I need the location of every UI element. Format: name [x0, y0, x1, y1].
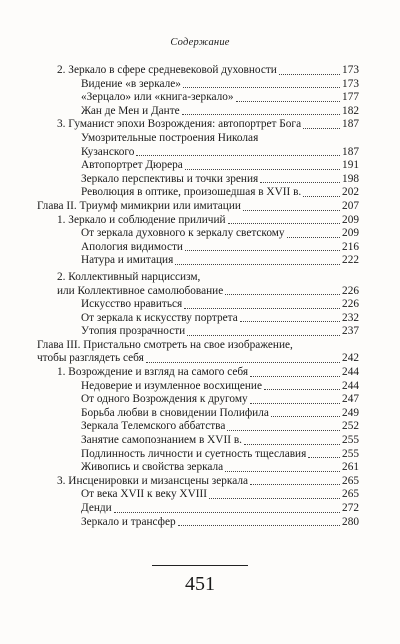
dot-leader — [136, 155, 340, 156]
toc-entry-page: 249 — [342, 406, 359, 419]
dot-leader — [308, 457, 340, 458]
toc-entry-page: 265 — [342, 488, 359, 501]
dot-leader — [303, 128, 340, 129]
toc-entry-title: 1. Возрождение и взгляд на самого себя — [57, 366, 249, 379]
toc-entry-title: Натура и имитация — [81, 254, 174, 267]
toc-entry-page: 198 — [342, 172, 359, 185]
toc-entry-page: 209 — [342, 213, 359, 226]
dot-leader — [184, 308, 340, 309]
dot-leader — [236, 101, 340, 102]
table-of-contents — [37, 64, 359, 529]
toc-entry — [37, 173, 359, 187]
toc-entry — [37, 159, 359, 173]
toc-entry — [37, 407, 359, 421]
toc-entry — [37, 118, 359, 132]
toc-entry-title: От зеркала к искусству портрета — [81, 311, 238, 324]
dot-leader — [227, 430, 340, 431]
toc-entry — [37, 393, 359, 407]
dot-leader — [243, 210, 340, 211]
toc-entry — [37, 64, 359, 78]
toc-entry-title: Глава III. Пристально смотреть на свое изображение, — [37, 338, 293, 351]
toc-entry — [37, 214, 359, 228]
toc-entry — [37, 186, 359, 200]
dot-leader — [209, 498, 340, 499]
dot-leader — [187, 335, 340, 336]
toc-entry-page: 207 — [342, 199, 359, 212]
toc-entry-page: 177 — [342, 91, 359, 104]
toc-entry — [37, 380, 359, 394]
toc-entry-title: или Коллективное самолюбование — [57, 284, 224, 297]
toc-entry-page: 280 — [342, 515, 359, 528]
dot-leader — [260, 182, 340, 183]
toc-entry-title: 2. Коллективный нарциссизм, — [57, 270, 201, 283]
dot-leader — [225, 471, 340, 472]
toc-entry — [37, 146, 359, 160]
toc-entry — [37, 254, 359, 268]
toc-entry-title: чтобы разглядеть себя — [37, 352, 144, 365]
toc-entry — [37, 366, 359, 380]
toc-entry-page: 237 — [342, 325, 359, 338]
toc-entry — [37, 227, 359, 241]
toc-entry-title: От зеркала духовного к зеркалу светскому — [81, 227, 285, 240]
dot-leader — [240, 321, 340, 322]
toc-entry-title: Занятие самопознанием в XVII в. — [81, 434, 242, 447]
toc-entry-page: 247 — [342, 393, 359, 406]
toc-entry-page: 173 — [342, 77, 359, 90]
toc-entry-title: Зеркала Телемского аббатства — [81, 420, 226, 433]
toc-entry-page: 261 — [342, 461, 359, 474]
toc-entry-page: 222 — [342, 254, 359, 267]
toc-entry-page: 202 — [342, 186, 359, 199]
toc-entry-title: Подлинность личности и суетность тщеславия — [81, 447, 307, 460]
footer-rule — [152, 565, 248, 566]
toc-entry-title: Денди — [81, 502, 112, 514]
dot-leader — [279, 74, 340, 75]
toc-entry-page: 265 — [342, 474, 359, 487]
toc-entry — [37, 200, 359, 214]
toc-entry-title: 2. Зеркало в сфере средневековой духовности — [57, 64, 277, 76]
toc-entry — [37, 312, 359, 326]
toc-entry-page: 209 — [342, 227, 359, 240]
dot-leader — [225, 294, 340, 295]
dot-leader — [183, 87, 340, 88]
toc-entry — [37, 434, 359, 448]
toc-entry — [37, 271, 359, 285]
dot-leader — [182, 114, 340, 115]
toc-entry-page: 242 — [342, 352, 359, 365]
dot-leader — [303, 196, 340, 197]
toc-entry — [37, 132, 359, 146]
toc-entry-title: Недоверие и изумленное восхищение — [81, 379, 262, 392]
running-header: Содержание — [170, 37, 230, 48]
toc-entry-title: Революция в оптике, произошедшая в XVII в. — [81, 186, 302, 199]
toc-entry — [37, 285, 359, 299]
toc-entry-page: 252 — [342, 420, 359, 433]
toc-entry-page: 244 — [342, 366, 359, 379]
toc-entry-title: Искусство нравиться — [81, 298, 183, 311]
toc-entry — [37, 420, 359, 434]
toc-entry-title: Зеркало перспективы и точки зрения — [81, 172, 259, 185]
toc-entry — [37, 461, 359, 475]
dot-leader — [146, 362, 340, 363]
toc-entry — [37, 475, 359, 489]
toc-entry-page: 216 — [342, 240, 359, 253]
toc-entry-title: Борьба любви в сновидении Полифила — [81, 406, 269, 419]
toc-entry-page: 272 — [342, 502, 359, 514]
toc-entry-page: 244 — [342, 379, 359, 392]
toc-entry — [37, 105, 359, 119]
toc-entry-title: Автопортрет Дюрера — [81, 159, 183, 172]
toc-entry-page: 173 — [342, 64, 359, 76]
toc-entry-page: 255 — [342, 447, 359, 460]
toc-entry-title: «Зерцало» или «книга-зеркало» — [81, 91, 234, 104]
toc-entry-title: Жан де Мен и Данте — [81, 104, 180, 117]
toc-entry-title: 1. Зеркало и соблюдение приличий — [57, 213, 226, 226]
toc-entry-page: 232 — [342, 311, 359, 324]
toc-entry-page: 255 — [342, 434, 359, 447]
toc-entry-title: Глава II. Триумф мимикрии или имитации — [37, 199, 241, 212]
dot-leader — [175, 264, 340, 265]
dot-leader — [250, 403, 340, 404]
toc-entry — [37, 241, 359, 255]
toc-entry-page: 226 — [342, 298, 359, 311]
toc-entry-title: Живопись и свойства зеркала — [81, 461, 224, 474]
toc-entry — [37, 325, 359, 339]
toc-entry — [37, 502, 359, 516]
toc-entry-title: Кузанского — [81, 145, 135, 158]
dot-leader — [250, 376, 340, 377]
toc-entry — [37, 339, 359, 353]
toc-entry — [37, 352, 359, 366]
dot-leader — [185, 169, 340, 170]
toc-entry-title: Утопия прозрачности — [81, 325, 186, 338]
toc-entry-page: 187 — [342, 118, 359, 131]
dot-leader — [228, 223, 340, 224]
dot-leader — [287, 237, 340, 238]
toc-entry-page: 182 — [342, 104, 359, 117]
toc-entry-page: 226 — [342, 284, 359, 297]
dot-leader — [114, 512, 340, 513]
toc-entry — [37, 298, 359, 312]
toc-entry-title: 3. Гуманист эпохи Возрождения: автопортрет Бога — [57, 118, 302, 131]
dot-leader — [250, 484, 340, 485]
toc-entry-title: От века XVII к веку XVIII — [81, 488, 208, 501]
dot-leader — [264, 389, 340, 390]
toc-entry — [37, 516, 359, 530]
toc-entry-title: 3. Инсценировки и мизансцены зеркала — [57, 474, 248, 487]
toc-entry — [37, 448, 359, 462]
dot-leader — [271, 416, 340, 417]
toc-entry — [37, 488, 359, 502]
toc-entry-page: 187 — [342, 145, 359, 158]
toc-entry-title: Умозрительные построения Николая — [81, 131, 259, 144]
dot-leader — [178, 525, 340, 526]
toc-entry-page: 191 — [342, 159, 359, 172]
toc-entry-title: От одного Возрождения к другому — [81, 393, 248, 406]
toc-entry — [37, 91, 359, 105]
toc-entry-title: Видение «в зеркале» — [81, 77, 181, 90]
toc-entry-title: Апология видимости — [81, 240, 183, 253]
page-number: 451 — [185, 573, 215, 595]
toc-entry — [37, 78, 359, 92]
dot-leader — [185, 250, 340, 251]
toc-entry-title: Зеркало и трансфер — [81, 515, 176, 528]
dot-leader — [244, 444, 340, 445]
